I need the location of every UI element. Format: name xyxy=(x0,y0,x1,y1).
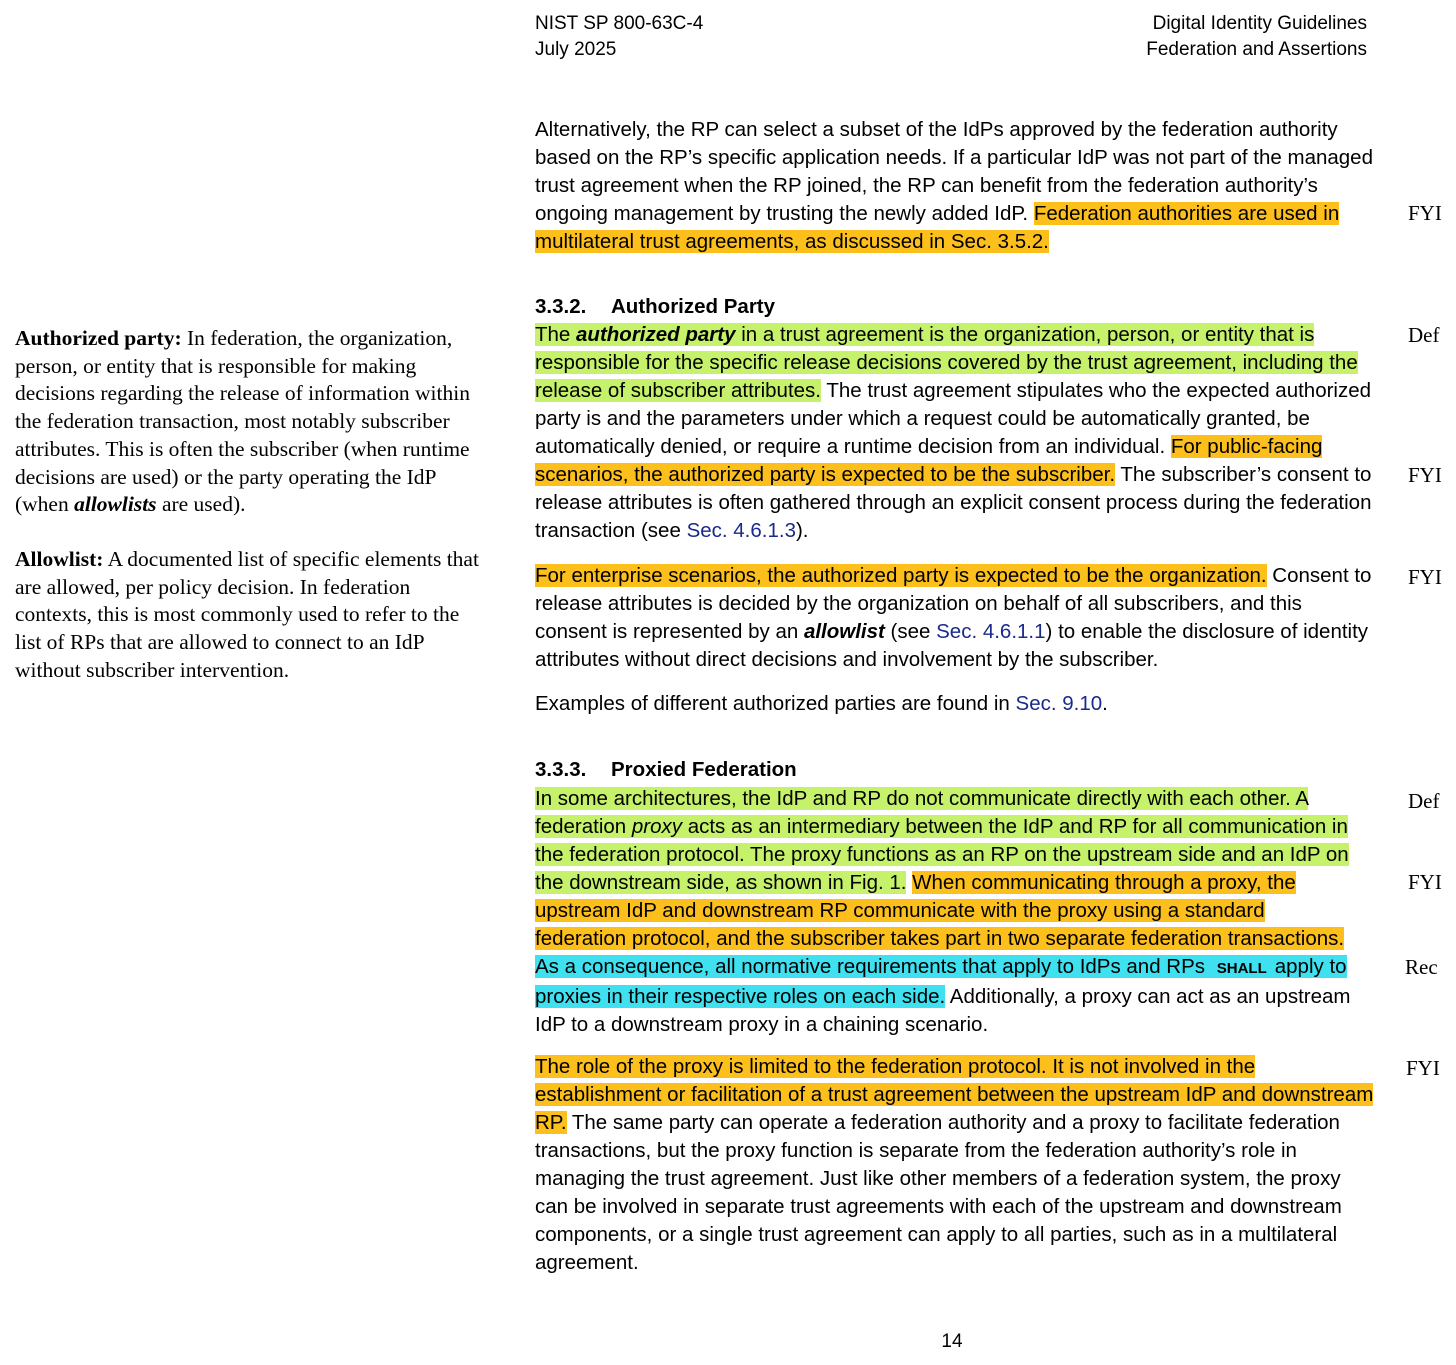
definition-text: A documented list of specific elements that are allowed, per policy decision. In federation contexts, this is most commonly used to refer to the list of RPs that are allowed to connect to an IdP without subscriber intervention. xyxy=(15,547,479,682)
rec-text: apply to proxies in their respective roles on each side. xyxy=(535,955,1347,1008)
section-link[interactable]: Sec. 4.6.1.3 xyxy=(686,519,796,542)
proxied-federation-paragraph xyxy=(535,785,1353,1039)
defined-term: proxy xyxy=(631,815,683,838)
body-text: Examples of different authorized parties are found in xyxy=(535,692,1016,715)
body-text: ). xyxy=(795,519,809,542)
sidebar-definition-authorized-party xyxy=(15,325,485,519)
rec-text: As a consequence, all normative requirements that apply to IdPs and RPs xyxy=(535,955,1206,978)
def-text: in a trust agreement is the organization, person, or entity that is responsible for the specific release decisions covered by the trust agreement, including the release of subscriber attributes. xyxy=(535,323,1358,402)
margin-tag-fyi: FYI xyxy=(1408,201,1442,225)
definition-text: are used). xyxy=(156,492,246,517)
section-number: 3.3.3. xyxy=(535,758,587,781)
document-date: July 2025 xyxy=(535,39,617,60)
fyi-highlight: When communicating through a proxy, the upstream IdP and downstream RP communicate with the proxy using a standard federation protocol, and the subscriber takes part in two separate federation transactions. xyxy=(535,871,1345,950)
section-link[interactable]: Sec. 4.6.1.1 xyxy=(936,620,1046,643)
fyi-highlight: For enterprise scenarios, the authorized party is expected to be the organization. xyxy=(535,564,1267,587)
examples-paragraph xyxy=(535,690,1375,718)
intro-text: Alternatively, the RP can select a subset of the IdPs approved by the federation authority based on the RP’s specific application needs. If a particular IdP was not part of the managed trust agreement when the RP joined, the RP can benefit from the federation authority’s ongoing management by trusting the newly added IdP. xyxy=(535,118,1373,225)
authorized-party-paragraph xyxy=(535,321,1375,545)
fyi-highlight: The role of the proxy is limited to the federation protocol. It is not involved in the establishment or facilitation of a trust agreement between the upstream IdP and downstream RP. xyxy=(535,1055,1374,1134)
body-text: The trust agreement stipulates who the expected authorized party is and the parameters under which a request could be automatically granted, be automatically denied, or require a runtime decision from an individual. xyxy=(535,379,1372,458)
def-text: In some architectures, the IdP and RP do not communicate directly with each other. A federation xyxy=(535,787,1308,838)
section-title: Proxied Federation xyxy=(611,758,797,781)
sidebar-definition-allowlist xyxy=(15,546,485,685)
definition-term: allowlists xyxy=(74,492,157,517)
margin-tag-fyi: FYI xyxy=(1408,463,1442,487)
body-text: The same party can operate a federation authority and a proxy to facilitate federation transactions, but the proxy function is separate from the federation authority’s role in managing the trust agreement. Just like other members of a federation system, the proxy can be involved in separate trust agreements with each of the upstream and downstream components, or a single trust agreement can apply to all parties, such as in a multilateral agreement. xyxy=(535,1111,1342,1274)
document-id: NIST SP 800-63C-4 xyxy=(535,13,704,34)
running-header-left xyxy=(535,11,703,63)
body-text: Consent to release attributes is decided by the organization on behalf of all subscribers, and this consent is represented by an xyxy=(535,564,1372,643)
definition-term: Allowlist: xyxy=(15,547,104,571)
proxy-role-paragraph xyxy=(535,1053,1375,1277)
section-number: 3.3.2. xyxy=(535,295,587,318)
def-text: acts as an intermediary between the IdP and RP for all communication in the federation protocol. The proxy functions as an RP on the upstream side and an IdP on the downstream side, as shown in Fig. 1. xyxy=(535,815,1349,894)
section-heading-3-3-3 xyxy=(535,756,1375,784)
document-subtitle: Federation and Assertions xyxy=(1146,39,1367,60)
fyi-highlight: Federation authorities are used in multilateral trust agreements, as discussed in Sec. 3.5.2. xyxy=(535,202,1340,253)
definition-text: In federation, the organization, person, or entity that is responsible for making decisions regarding the release of information within the federation transaction, most notably subscriber attributes. This is often the subscriber (when runtime decisions are used) or the party operating the IdP (when xyxy=(15,326,470,517)
fyi-highlight: For public-facing scenarios, the authorized party is expected to be the subscriber. xyxy=(535,435,1323,486)
def-text: The xyxy=(535,323,577,346)
body-text: . xyxy=(1102,692,1108,715)
document-title: Digital Identity Guidelines xyxy=(1152,13,1367,34)
section-heading-3-3-2 xyxy=(535,293,1375,321)
enterprise-paragraph xyxy=(535,562,1375,674)
intro-paragraph xyxy=(535,116,1375,256)
margin-tag-rec: Rec xyxy=(1405,955,1438,979)
margin-tag-def: Def xyxy=(1408,789,1440,813)
definition-term: Authorized party: xyxy=(15,326,182,350)
shall-keyword: SHALL xyxy=(1216,960,1267,977)
body-text: (see xyxy=(884,620,937,643)
defined-term: allowlist xyxy=(803,620,885,643)
margin-tag-fyi: FYI xyxy=(1408,565,1442,589)
page-number: 14 xyxy=(941,1331,963,1352)
margin-tag-fyi: FYI xyxy=(1406,1056,1440,1080)
running-header-right xyxy=(1146,11,1367,63)
section-title: Authorized Party xyxy=(611,295,776,318)
body-text: The subscriber’s consent to release attributes is often gathered through an explicit consent process during the federation transaction (see xyxy=(535,463,1372,542)
body-text: Additionally, a proxy can act as an upstream IdP to a downstream proxy in a chaining scenario. xyxy=(535,985,1351,1036)
section-link[interactable]: Sec. 9.10 xyxy=(1015,692,1103,715)
margin-tag-fyi: FYI xyxy=(1408,870,1442,894)
margin-tag-def: Def xyxy=(1408,323,1440,347)
defined-term: authorized party xyxy=(576,323,736,346)
body-text: ) to enable the disclosure of identity attributes without direct decisions and involvement by the subscriber. xyxy=(535,620,1369,671)
